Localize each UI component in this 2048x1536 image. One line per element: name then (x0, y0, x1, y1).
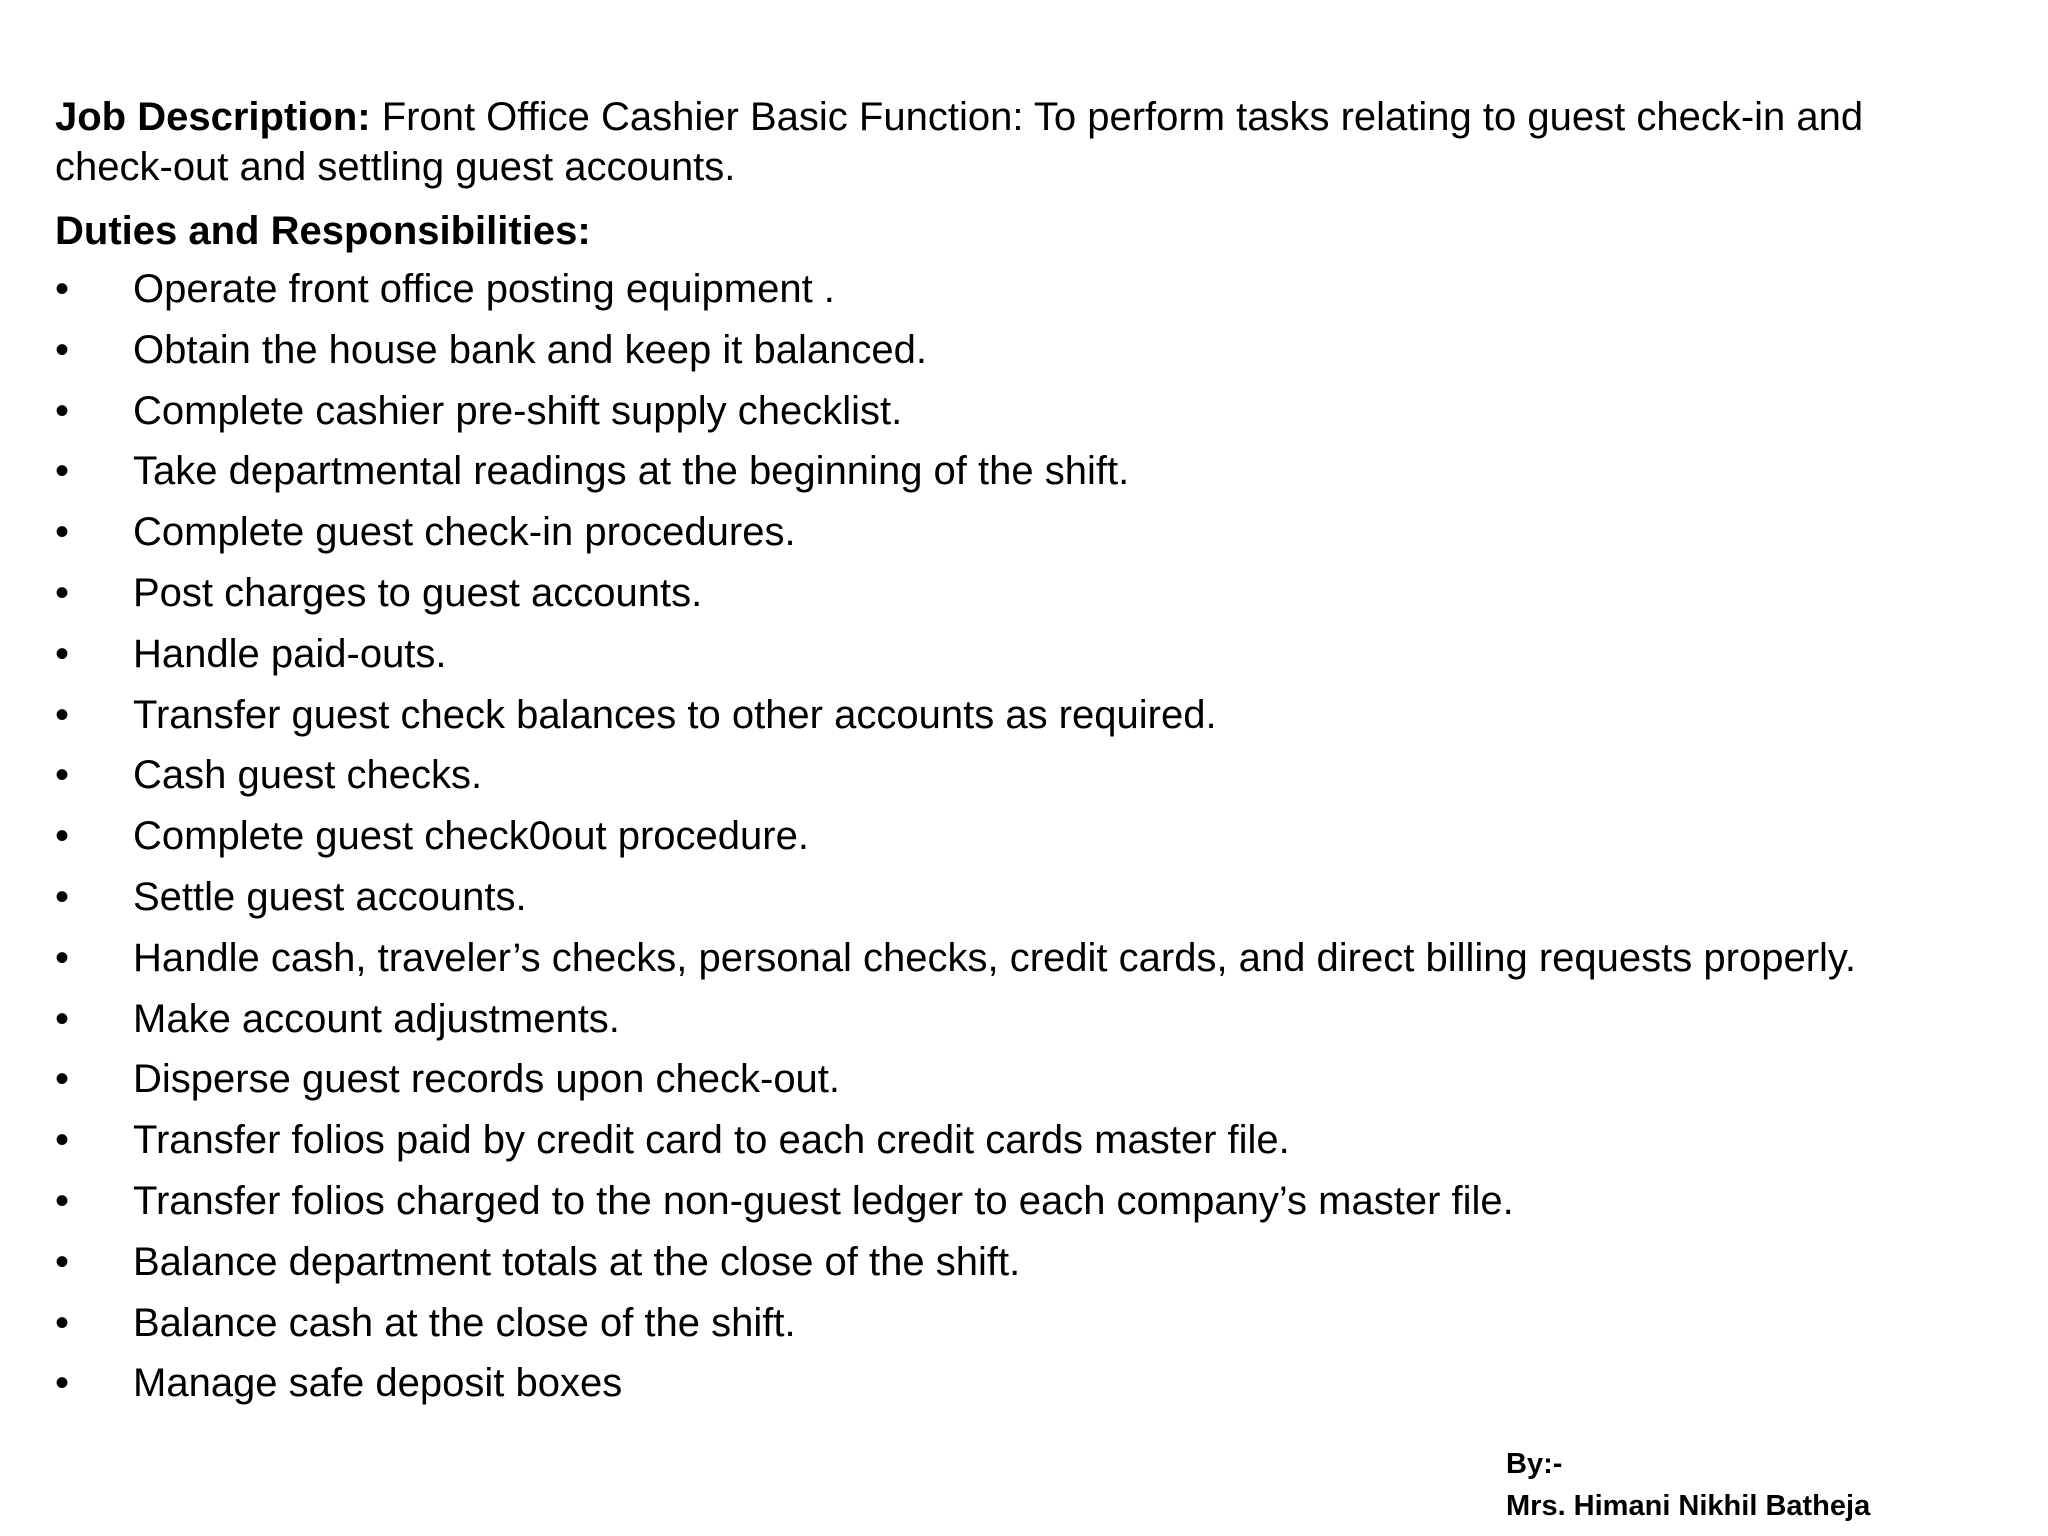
duty-text: Handle cash, traveler’s checks, personal checks, credit cards, and direct billing requests properly. (133, 935, 1857, 980)
job-description-heading: Job Description: (55, 95, 371, 139)
bullet-icon: • (55, 1239, 70, 1284)
duty-item (55, 933, 2015, 994)
duty-item (55, 386, 2015, 447)
bullet-icon: • (55, 1118, 70, 1163)
bullet-icon: • (55, 753, 70, 798)
duties-heading: Duties and Responsibilities: (55, 209, 591, 253)
bullet-icon: • (55, 267, 70, 311)
duty-item (55, 446, 2015, 507)
duty-text: Balance cash at the close of the shift. (133, 1300, 796, 1345)
bullet-icon: • (55, 1057, 70, 1102)
duty-text: Complete cashier pre-shift supply checklist. (133, 388, 903, 433)
duty-item (55, 1358, 2015, 1419)
bullet-icon: • (55, 570, 70, 615)
author-credit (1506, 1443, 1870, 1527)
duty-item (55, 872, 2015, 933)
duty-text: Disperse guest records upon check-out. (133, 1057, 841, 1102)
job-description-paragraph (55, 92, 1985, 192)
job-description-text: Front Office Cashier Basic Function: To perform tasks relating to guest check-in and check-out and settling guest accounts. (55, 95, 1864, 189)
duty-text: Transfer guest check balances to other accounts as required. (133, 692, 1217, 737)
duty-text: Obtain the house bank and keep it balanced. (133, 327, 927, 372)
bullet-icon: • (55, 1300, 70, 1345)
duty-item (55, 750, 2015, 811)
duty-text: Balance department totals at the close of the shift. (133, 1239, 1021, 1284)
duty-text: Complete guest check0out procedure. (133, 814, 809, 859)
duty-text: Take departmental readings at the beginning of the shift. (133, 449, 1130, 494)
author-by-label: By:- (1506, 1448, 1563, 1480)
duty-item (55, 264, 2015, 325)
duty-item (55, 1298, 2015, 1359)
bullet-icon: • (55, 935, 70, 980)
duty-item (55, 568, 2015, 629)
duty-text: Handle paid-outs. (133, 631, 447, 676)
bullet-icon: • (55, 1178, 70, 1223)
bullet-icon: • (55, 814, 70, 859)
duty-text: Transfer folios charged to the non-guest ledger to each company’s master file. (133, 1178, 1514, 1223)
bullet-icon: • (55, 327, 70, 372)
duty-item (55, 1176, 2015, 1237)
duty-text: Post charges to guest accounts. (133, 570, 703, 615)
duty-item (55, 325, 2015, 386)
duty-item (55, 1054, 2015, 1115)
bullet-icon: • (55, 388, 70, 433)
duty-item (55, 811, 2015, 872)
duty-text: Manage safe deposit boxes (133, 1361, 623, 1406)
duty-item (55, 1237, 2015, 1298)
bullet-icon: • (55, 449, 70, 494)
duty-item (55, 994, 2015, 1055)
duty-item (55, 507, 2015, 568)
bullet-icon: • (55, 996, 70, 1041)
duty-text: Operate front office posting equipment . (133, 267, 835, 311)
duty-item (55, 690, 2015, 751)
duty-list (55, 264, 2015, 1419)
duty-item (55, 629, 2015, 690)
bullet-icon: • (55, 874, 70, 919)
duty-text: Transfer folios paid by credit card to each credit cards master file. (133, 1118, 1290, 1163)
author-name: Mrs. Himani Nikhil Batheja (1506, 1490, 1871, 1522)
bullet-icon: • (55, 510, 70, 555)
duty-text: Complete guest check-in procedures. (133, 510, 796, 555)
duty-item (55, 1115, 2015, 1176)
bullet-icon: • (55, 1361, 70, 1406)
duty-text: Settle guest accounts. (133, 874, 527, 919)
duty-text: Cash guest checks. (133, 753, 483, 798)
bullet-icon: • (55, 692, 70, 737)
duty-text: Make account adjustments. (133, 996, 620, 1041)
bullet-icon: • (55, 631, 70, 676)
